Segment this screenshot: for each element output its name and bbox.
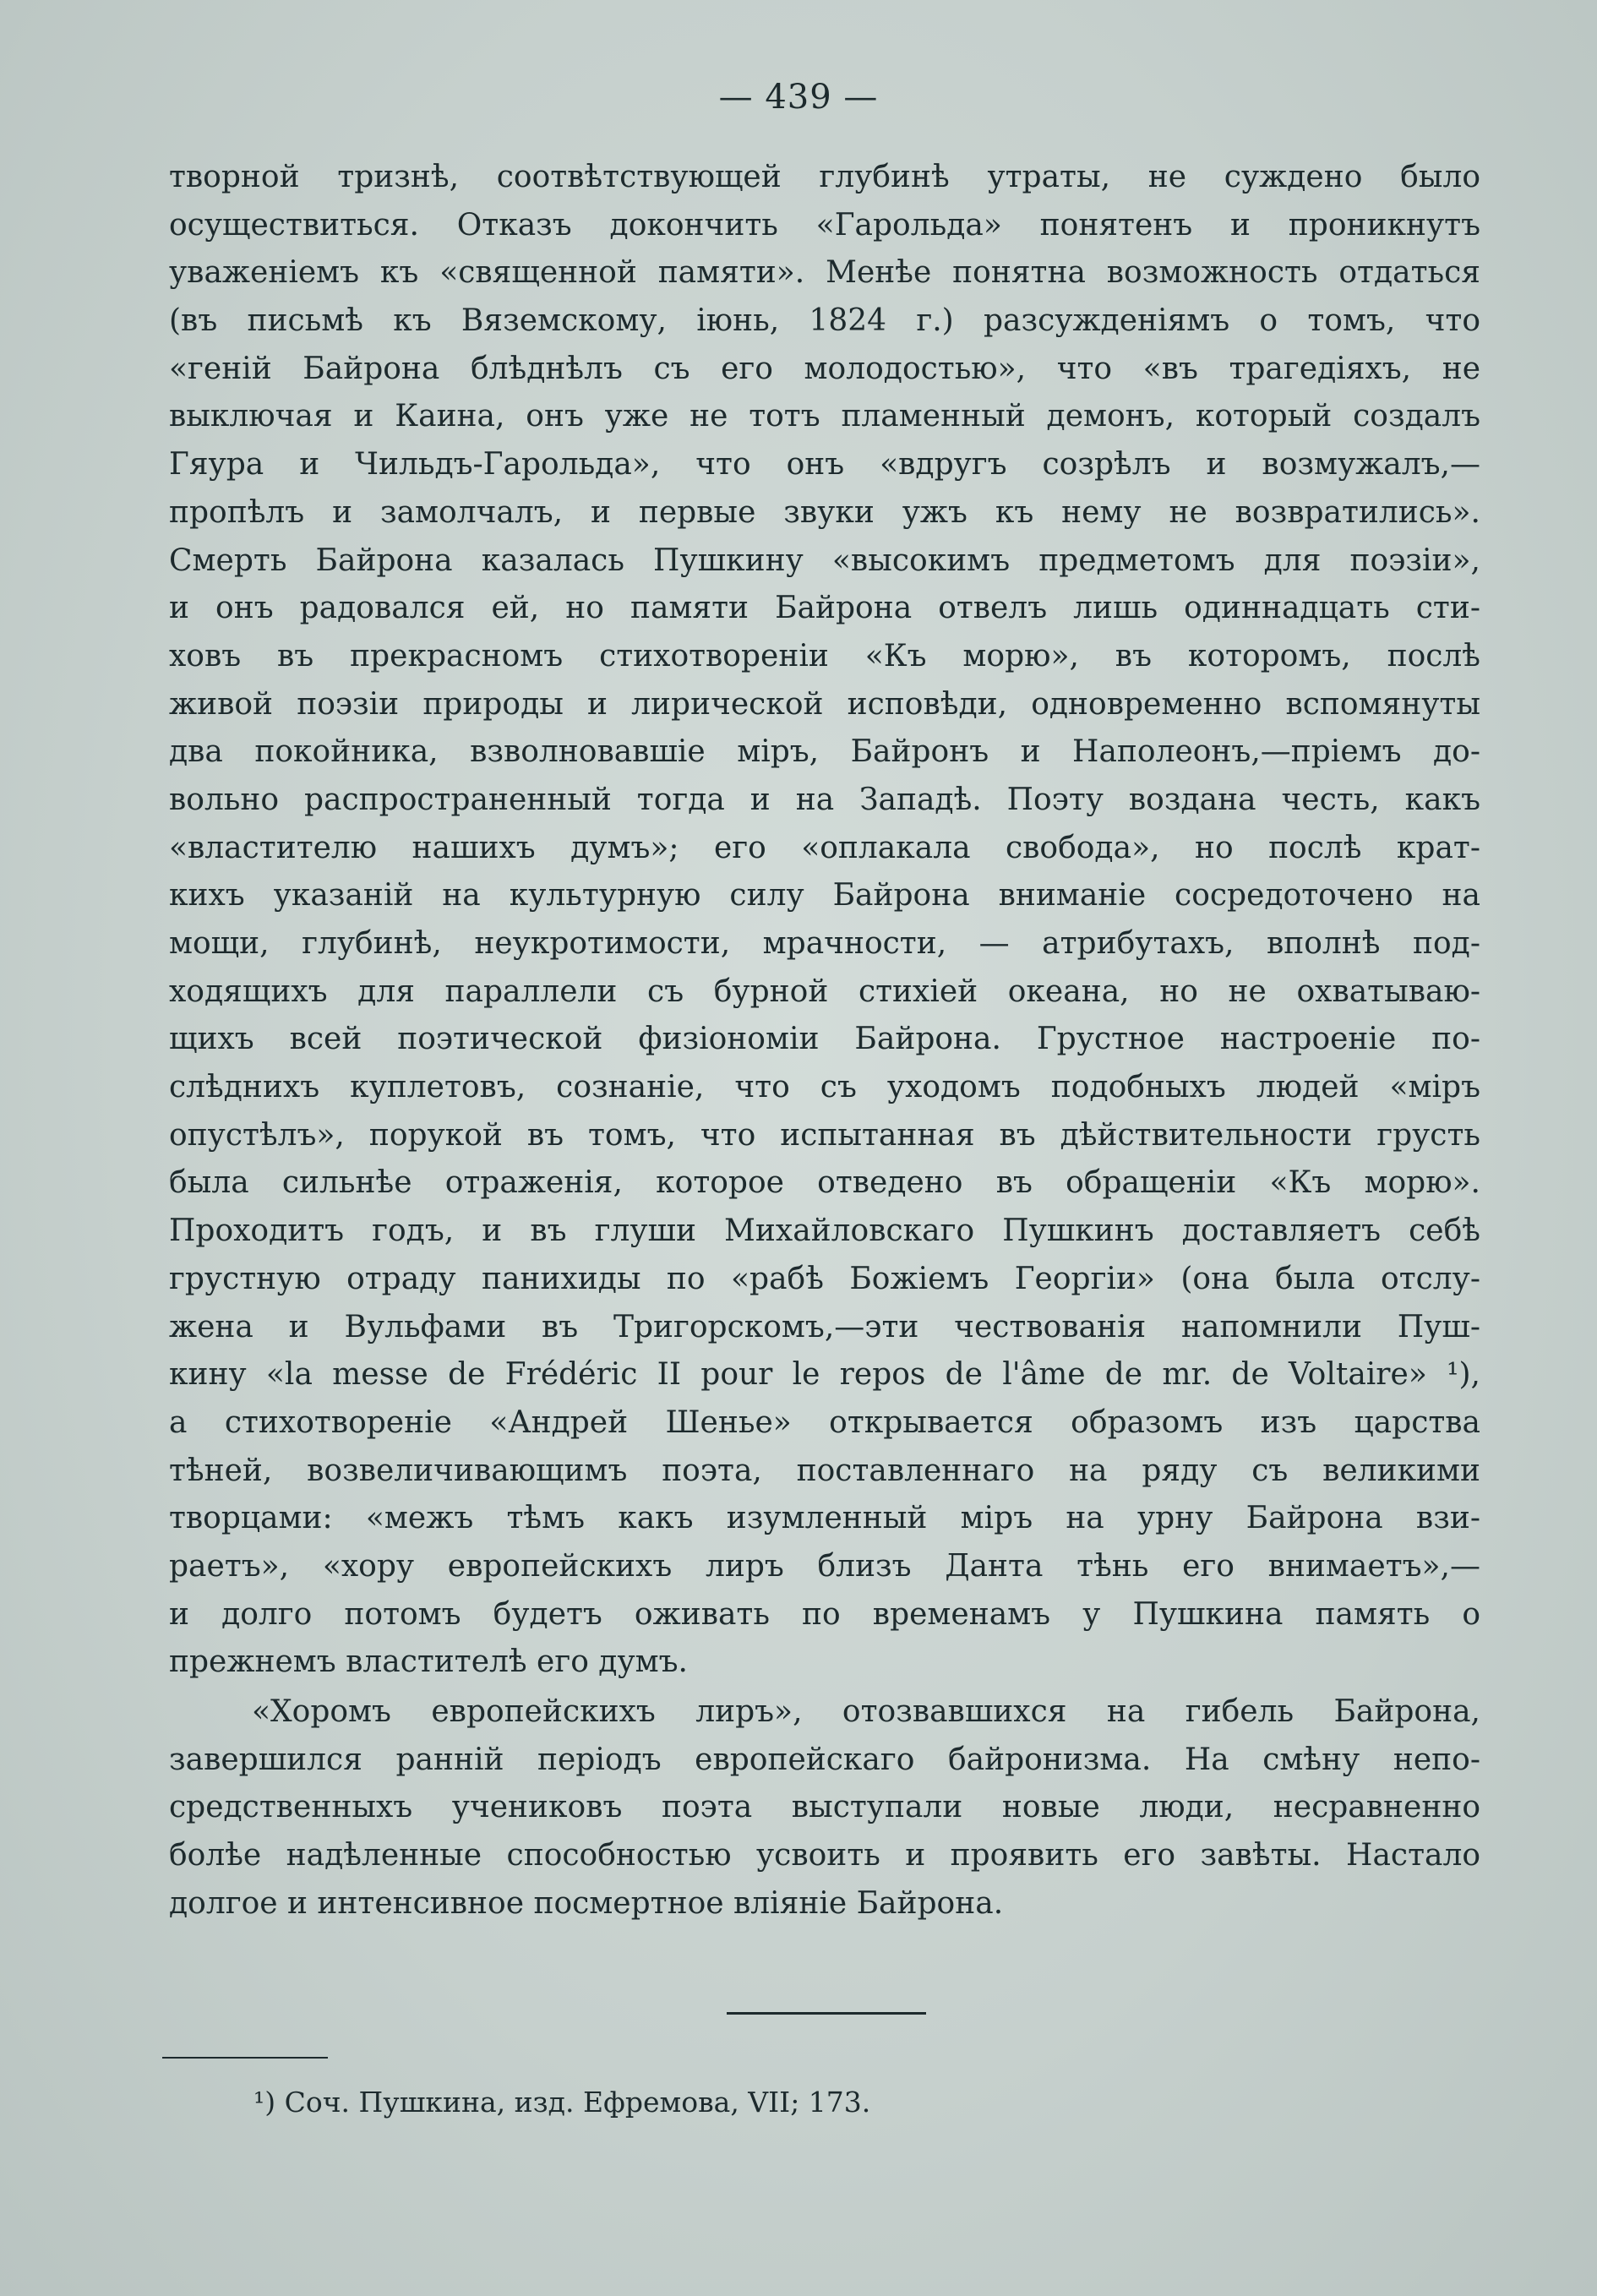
section-divider	[727, 2012, 926, 2015]
text-line: слѣднихъ куплетовъ, сознаніе, что съ уходомъ подобныхъ людей «міръ	[169, 1070, 1480, 1105]
text-line: «геній Байрона блѣднѣлъ съ его молодостью», что «въ трагедіяхъ, не	[169, 351, 1480, 386]
footnote-text: Соч. Пушкина, изд. Ефремова, VII; 173.	[284, 2086, 871, 2119]
text-line: ховъ въ прекрасномъ стихотвореніи «Къ морю», въ которомъ, послѣ	[169, 638, 1480, 674]
text-line: творной тризнѣ, соотвѣтствующей глубинѣ утраты, не суждено было	[169, 160, 1480, 194]
text-line: а стихотвореніе «Андрей Шенье» открывается образомъ изъ царства	[169, 1404, 1480, 1440]
body-text	[169, 154, 1480, 1928]
text-line: кихъ указаній на культурную силу Байрона вниманіе сосредоточено на	[169, 878, 1480, 913]
text-line: грустную отраду панихиды по «рабѣ Божіемъ Георгіи» (она была отслу-	[169, 1261, 1480, 1296]
page-number: — 439 —	[718, 78, 879, 117]
text-line: жена и Вульфами въ Тригорскомъ,—эти чествованія напомнили Пуш-	[169, 1309, 1480, 1344]
text-line: ходящихъ для параллели съ бурной стихіей океана, но не охватываю-	[169, 973, 1480, 1009]
text-line: Проходитъ годъ, и въ глуши Михайловскаго Пушкинъ доставляетъ себѣ	[169, 1213, 1480, 1249]
text-line: и онъ радовался ей, но памяти Байрона отвелъ лишь одиннадцать сти-	[169, 591, 1480, 626]
text-line: выключая и Каина, онъ уже не тотъ пламенный демонъ, который создалъ	[169, 399, 1480, 434]
text-line: долгое и интенсивное посмертное вліяніе Байрона.	[169, 1885, 1004, 1921]
text-line: мощи, глубинѣ, неукротимости, мрачности, — атрибутахъ, вполнѣ под-	[169, 926, 1480, 961]
text-line: «Хоромъ европейскихъ лиръ», отозвавшихся на гибель Байрона,	[252, 1694, 1480, 1729]
text-line: раетъ», «хору европейскихъ лиръ близъ Данта тѣнь его внимаетъ»,—	[169, 1548, 1480, 1584]
text-line: два покойника, взволновавшіе міръ, Байронъ и Наполеонъ,—пріемъ до-	[169, 734, 1480, 770]
text-line: и долго потомъ будетъ оживать по временамъ у Пушкина память о	[169, 1596, 1480, 1632]
footnote	[253, 2086, 870, 2119]
text-line: вольно распространенный тогда и на Западѣ. Поэту воздана честь, какъ	[169, 782, 1480, 817]
text-line: (въ письмѣ къ Вяземскому, іюнь, 1824 г.) разсужденіямъ о томъ, что	[169, 303, 1480, 339]
text-line: уваженіемъ къ «священной памяти». Менѣе понятна возможность отдаться	[169, 255, 1480, 291]
text-line: пропѣлъ и замолчалъ, и первые звуки ужъ къ нему не возвратились».	[169, 494, 1480, 530]
text-line: средственныхъ учениковъ поэта выступали новые люди, несравненно	[169, 1790, 1480, 1825]
text-line: опустѣлъ», порукой въ томъ, что испытанная въ дѣйствительности грусть	[169, 1117, 1480, 1153]
text-line: болѣе надѣленные способностью усвоить и проявить его завѣты. Настало	[169, 1838, 1480, 1873]
text-line: тѣней, возвеличивающимъ поэта, поставленнаго на ряду съ великими	[169, 1453, 1480, 1488]
text-line: прежнемъ властителѣ его думъ.	[169, 1644, 689, 1680]
footnote-rule	[162, 2057, 328, 2059]
text-line: Смерть Байрона казалась Пушкину «высокимъ предметомъ для поэзіи»,	[169, 543, 1480, 578]
paragraph-1	[169, 154, 1480, 1687]
text-line: завершился ранній періодъ европейскаго байронизма. На смѣну непо-	[169, 1742, 1480, 1777]
text-line: была сильнѣе отраженія, которое отведено въ обращеніи «Къ морю».	[169, 1165, 1480, 1201]
text-line: живой поэзіи природы и лирической исповѣди, одновременно вспомянуты	[169, 686, 1480, 722]
text-line: осуществиться. Отказъ докончить «Гарольда» понятенъ и проникнутъ	[169, 207, 1480, 243]
text-line: Гяура и Чильдъ-Гарольда», что онъ «вдругъ созрѣлъ и возмужалъ,—	[169, 447, 1480, 483]
text-line: щихъ всей поэтической физіономіи Байрона. Грустное настроеніе по-	[169, 1022, 1480, 1057]
text-line: творцами: «межъ тѣмъ какъ изумленный міръ на урну Байрона взи-	[169, 1501, 1480, 1536]
text-line: «властителю нашихъ думъ»; его «оплакала свобода», но послѣ крат-	[169, 830, 1480, 865]
footnote-marker: ¹)	[253, 2086, 276, 2119]
paragraph-2	[169, 1688, 1480, 1928]
text-line: кину «la messe de Frédéric II pour le repos de l'âme de mr. de Voltaire» ¹),	[169, 1357, 1480, 1393]
